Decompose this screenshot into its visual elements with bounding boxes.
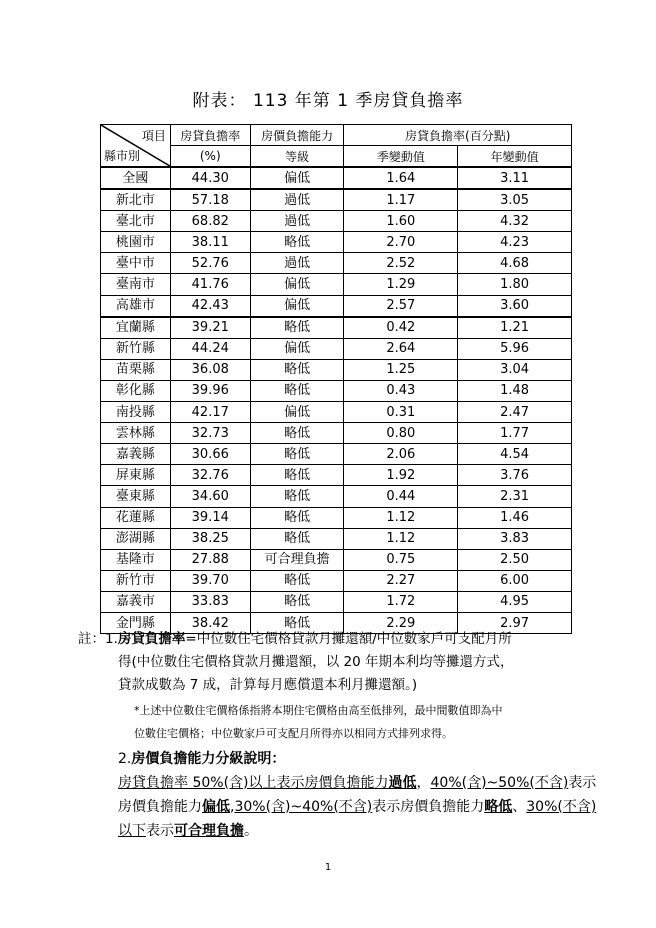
corner-bottom-label: 縣市別 <box>104 149 141 163</box>
region-cell: 臺北市 <box>101 211 171 232</box>
ratio-cell: 34.60 <box>170 486 250 507</box>
level-cell: 偏低 <box>250 295 344 317</box>
yoy-cell: 4.68 <box>458 253 572 274</box>
yoy-cell: 2.97 <box>458 612 572 633</box>
table-body <box>101 167 572 634</box>
header-ratio-line1: 房貸負擔率 <box>170 125 250 146</box>
ratio-cell: 33.83 <box>170 591 250 612</box>
qoq-cell: 1.64 <box>344 167 458 189</box>
qoq-cell: 2.70 <box>344 232 458 253</box>
ratio-cell: 44.30 <box>170 167 250 189</box>
ratio-cell: 38.25 <box>170 528 250 549</box>
qoq-cell: 1.25 <box>344 359 458 380</box>
note2-body <box>78 771 598 843</box>
level-cell: 略低 <box>250 359 344 380</box>
yoy-cell: 2.31 <box>458 486 572 507</box>
note2-part4: 表示房價負擔能力 <box>118 775 597 815</box>
qoq-cell: 1.72 <box>344 591 458 612</box>
ratio-cell: 57.18 <box>170 189 250 211</box>
yoy-cell: 6.00 <box>458 570 572 591</box>
level-cell: 略低 <box>250 380 344 401</box>
note2-part6: 30%(含)~40%(不含) <box>234 799 373 815</box>
yoy-cell: 4.32 <box>458 211 572 232</box>
table-row <box>101 570 572 591</box>
header-level-line2: 等級 <box>250 146 344 168</box>
yoy-cell: 2.47 <box>458 402 572 423</box>
region-cell: 全國 <box>101 167 171 189</box>
region-cell: 南投縣 <box>101 402 171 423</box>
note1-line3: 貸款成數為 7 成，計算每月應償還本利月攤還額。) <box>118 677 418 693</box>
note2-part2: ， <box>416 775 431 791</box>
qoq-cell: 0.31 <box>344 402 458 423</box>
header-level-line1: 房價負擔能力 <box>250 125 344 146</box>
region-cell: 高雄市 <box>101 295 171 317</box>
qoq-cell: 0.43 <box>344 380 458 401</box>
level-cell: 可合理負擔 <box>250 549 344 570</box>
region-cell: 嘉義市 <box>101 591 171 612</box>
header-yoy: 年變動值 <box>458 146 572 168</box>
ratio-cell: 41.76 <box>170 274 250 295</box>
note2-part1: 房貸負擔率 50%(含)以上表示房價負擔能力 <box>118 775 389 791</box>
yoy-cell: 3.05 <box>458 189 572 211</box>
qoq-cell: 2.06 <box>344 444 458 465</box>
qoq-cell: 2.29 <box>344 612 458 633</box>
table-row <box>101 528 572 549</box>
note2-heading: 房價負擔能力分級說明： <box>131 751 286 767</box>
yoy-cell: 1.21 <box>458 317 572 339</box>
qoq-cell: 1.92 <box>344 465 458 486</box>
qoq-cell: 1.12 <box>344 528 458 549</box>
yoy-cell: 3.04 <box>458 359 572 380</box>
table-row <box>101 465 572 486</box>
page-number: 1 <box>324 862 332 873</box>
table-row <box>101 359 572 380</box>
affordability-table <box>100 124 572 634</box>
ratio-cell: 27.88 <box>170 549 250 570</box>
qoq-cell: 1.17 <box>344 189 458 211</box>
ratio-cell: 38.11 <box>170 232 250 253</box>
qoq-cell: 2.27 <box>344 570 458 591</box>
level-cell: 過低 <box>250 211 344 232</box>
yoy-cell: 3.11 <box>458 167 572 189</box>
yoy-cell: 4.95 <box>458 591 572 612</box>
table-row <box>101 423 572 444</box>
note2-part7: 表示房價負擔能力 <box>372 799 485 815</box>
yoy-cell: 3.60 <box>458 295 572 317</box>
level-cell: 略低 <box>250 570 344 591</box>
region-cell: 基隆市 <box>101 549 171 570</box>
qoq-cell: 0.80 <box>344 423 458 444</box>
note1-line1: =中位數住宅價格貸款月攤還額/中位數家戶可支配月所 <box>185 631 512 647</box>
qoq-cell: 2.57 <box>344 295 458 317</box>
region-cell: 臺東縣 <box>101 486 171 507</box>
ratio-cell: 32.76 <box>170 465 250 486</box>
region-cell: 新竹市 <box>101 570 171 591</box>
yoy-cell: 1.80 <box>458 274 572 295</box>
level-cell: 略低 <box>250 591 344 612</box>
corner-header <box>101 125 171 168</box>
table-row <box>101 507 572 528</box>
note1-line2: 得(中位數住宅價格貸款月攤還額，以 20 年期本利均等攤還方式， <box>118 654 514 670</box>
region-cell: 桃園市 <box>101 232 171 253</box>
qoq-cell: 2.52 <box>344 253 458 274</box>
region-cell: 花蓮縣 <box>101 507 171 528</box>
note-1 <box>78 628 598 743</box>
ratio-cell: 39.96 <box>170 380 250 401</box>
ratio-cell: 32.73 <box>170 423 250 444</box>
region-cell: 雲林縣 <box>101 423 171 444</box>
note2-part11: 。 <box>244 823 258 839</box>
yoy-cell: 4.23 <box>458 232 572 253</box>
region-cell: 臺南市 <box>101 274 171 295</box>
page-title: 附表： 113 年第 1 季房貸負擔率 <box>192 91 464 111</box>
yoy-cell: 4.54 <box>458 444 572 465</box>
note2-level-low: 偏低 <box>202 799 230 815</box>
note-2 <box>78 748 598 843</box>
note1-prefix: 註：1. <box>78 631 118 647</box>
region-cell: 彰化縣 <box>101 380 171 401</box>
note1-term: 房貸負擔率 <box>117 631 186 647</box>
level-cell: 略低 <box>250 465 344 486</box>
corner-top-label: 項目 <box>141 129 166 143</box>
yoy-cell: 1.77 <box>458 423 572 444</box>
yoy-cell: 2.50 <box>458 549 572 570</box>
header-qoq: 季變動值 <box>344 146 458 168</box>
region-cell: 澎湖縣 <box>101 528 171 549</box>
note1-sub-line1: *上述中位數住宅價格係指將本期住宅價格由高至低排列，最中間數值即為中 <box>134 704 503 717</box>
qoq-cell: 0.75 <box>344 549 458 570</box>
table-row <box>101 486 572 507</box>
note2-level-affordable: 可合理負擔 <box>174 823 244 839</box>
level-cell: 略低 <box>250 317 344 339</box>
region-cell: 苗栗縣 <box>101 359 171 380</box>
header-change-group: 房貸負擔率(百分點) <box>344 125 572 146</box>
table-row <box>101 591 572 612</box>
region-cell: 新竹縣 <box>101 338 171 359</box>
table-row <box>101 402 572 423</box>
level-cell: 略低 <box>250 612 344 633</box>
level-cell: 略低 <box>250 444 344 465</box>
table-row <box>101 274 572 295</box>
table-row <box>101 338 572 359</box>
yoy-cell: 3.83 <box>458 528 572 549</box>
ratio-cell: 68.82 <box>170 211 250 232</box>
level-cell: 偏低 <box>250 338 344 359</box>
qoq-cell: 2.64 <box>344 338 458 359</box>
ratio-cell: 30.66 <box>170 444 250 465</box>
level-cell: 略低 <box>250 507 344 528</box>
ratio-cell: 39.21 <box>170 317 250 339</box>
ratio-cell: 36.08 <box>170 359 250 380</box>
level-cell: 略低 <box>250 423 344 444</box>
ratio-cell: 38.42 <box>170 612 250 633</box>
note1-sub-line2: 位數住宅價格；中位數家戶可支配月所得亦以相同方式排列求得。 <box>134 727 453 740</box>
qoq-cell: 1.12 <box>344 507 458 528</box>
region-cell: 新北市 <box>101 189 171 211</box>
region-cell: 臺中市 <box>101 253 171 274</box>
note2-part3: 40%(含)~50%(不含) <box>430 775 569 791</box>
level-cell: 偏低 <box>250 167 344 189</box>
table-row <box>101 211 572 232</box>
region-cell: 金門縣 <box>101 612 171 633</box>
table-row <box>101 444 572 465</box>
ratio-cell: 44.24 <box>170 338 250 359</box>
table-row <box>101 295 572 317</box>
note2-level-slightly-low: 略低 <box>484 799 513 815</box>
note2-part9: 30%(不含)以下 <box>118 799 597 839</box>
note2-part10: 表示 <box>146 823 174 839</box>
region-cell: 屏東縣 <box>101 465 171 486</box>
yoy-cell: 1.48 <box>458 380 572 401</box>
qoq-cell: 1.60 <box>344 211 458 232</box>
qoq-cell: 1.29 <box>344 274 458 295</box>
level-cell: 過低 <box>250 253 344 274</box>
yoy-cell: 5.96 <box>458 338 572 359</box>
table-row <box>101 380 572 401</box>
note2-part5: , <box>230 799 235 815</box>
table-row <box>101 232 572 253</box>
qoq-cell: 0.42 <box>344 317 458 339</box>
ratio-cell: 52.76 <box>170 253 250 274</box>
header-ratio-line2: (%) <box>170 146 250 168</box>
ratio-cell: 39.14 <box>170 507 250 528</box>
qoq-cell: 0.44 <box>344 486 458 507</box>
note2-part8: 、 <box>512 799 527 815</box>
level-cell: 略低 <box>250 528 344 549</box>
level-cell: 略低 <box>250 486 344 507</box>
ratio-cell: 42.43 <box>170 295 250 317</box>
yoy-cell: 1.46 <box>458 507 572 528</box>
level-cell: 過低 <box>250 189 344 211</box>
ratio-cell: 39.70 <box>170 570 250 591</box>
level-cell: 略低 <box>250 232 344 253</box>
yoy-cell: 3.76 <box>458 465 572 486</box>
table-row <box>101 189 572 211</box>
ratio-cell: 42.17 <box>170 402 250 423</box>
region-cell: 宜蘭縣 <box>101 317 171 339</box>
table-row <box>101 549 572 570</box>
level-cell: 偏低 <box>250 402 344 423</box>
table-row <box>101 167 572 189</box>
table-row <box>101 317 572 339</box>
table-row <box>101 253 572 274</box>
level-cell: 偏低 <box>250 274 344 295</box>
note2-heading-num: 2. <box>118 751 132 767</box>
note2-level-very-low: 過低 <box>388 775 417 791</box>
region-cell: 嘉義縣 <box>101 444 171 465</box>
